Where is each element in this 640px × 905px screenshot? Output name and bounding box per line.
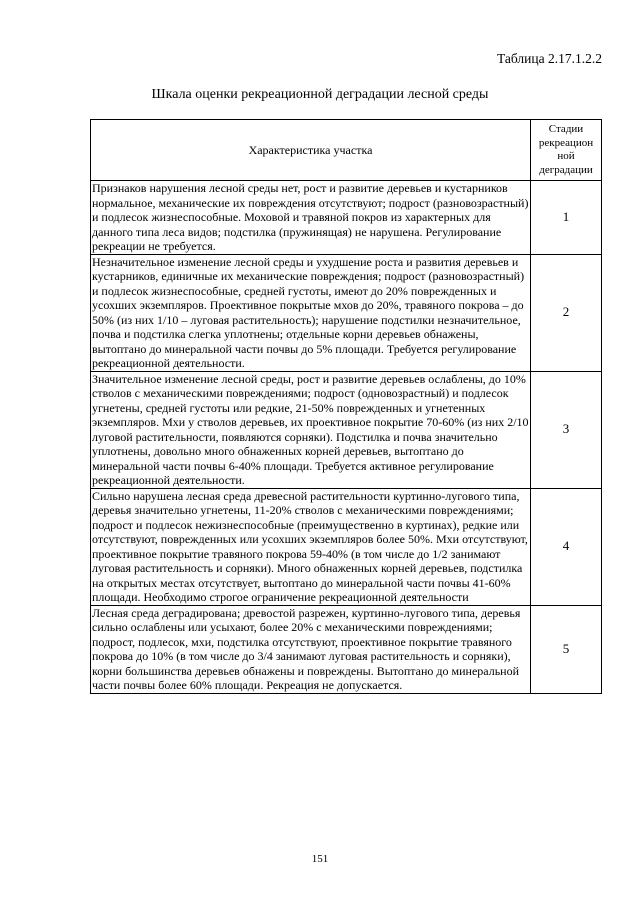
row-description: Признаков нарушения лесной среды нет, рост и развитие деревьев и кустарников нормальное, механические их повреждения отсутствуют; подрост (разновозрастный) и подлесок жизнеспособные. Моховой и травяной покров из характерных для данного типа леса видов; подстилка (пружинящая) не нарушена. Регулирование рекреации не требуется.: [91, 181, 531, 255]
header-characteristic: Характеристика участка: [91, 120, 531, 181]
row-stage: 5: [531, 605, 602, 693]
table-number: Таблица 2.17.1.2.2: [497, 51, 602, 66]
row-stage: 3: [531, 371, 602, 488]
table-row: [91, 605, 602, 693]
row-description: Незначительное изменение лесной среды и ухудшение роста и развития деревьев и кустарников, единичные их механические повреждения; подрост (разновозрастный) и подлесок жизнеспособные, средней густоты, имеют до 20% поврежденных и усохших экземпляров. Проективное покрытые мхов до 20%, травяного покрова – до 50% (из них 1/10 – луговая растительность); нарушение подстилки незначительное, почва и подстилка слегка уплотнены; отдельные корни деревьев обнажены, вытоптано до минеральной части почвы до 5% площади. Требуется регулирование рекреационной деятельности.: [91, 254, 531, 371]
row-stage: 4: [531, 488, 602, 605]
table-row: [91, 254, 602, 371]
row-stage: 2: [531, 254, 602, 371]
degradation-scale-table: [90, 119, 602, 694]
table-row: [91, 488, 602, 605]
row-description: Лесная среда деградирована; древостой разрежен, куртинно-лугового типа, деревья сильно ослаблены или усыхают, более 20% с механическими повреждениями; подрост, подлесок, мхи, подстилка отсутствуют, проективное покрытие травяного покрова до 10% (в том числе до 3/4 занимают луговая растительность и сорняки), корни большинства деревьев обнажены и повреждены. Вытоптано до минеральной части почвы более 60% площади. Рекреация не допускается.: [91, 605, 531, 693]
header-stage: Стадии рекреацион ной деградации: [531, 120, 602, 181]
row-description: Значительное изменение лесной среды, рост и развитие деревьев ослаблены, до 10% стволов с механическими повреждениями; подрост (одновозрастный) и подлесок угнетены, средней густоты или редкие, 21-50% поврежденных и угнетенных экземпляров. Мхи у стволов деревьев, их проективное покрытие 70-60% (из них 2/10 луговой растительности, появляются сорняки). Подстилка и почва значительно уплотнены, довольно много обнаженных корней деревьев, вытоптано до минеральной части почвы 6-40% площади. Требуется активное регулирование рекреационной деятельности.: [92, 371, 529, 487]
table-header-row: [91, 120, 602, 181]
row-description: Сильно нарушена лесная среда древесной растительности куртинно-лугового типа, деревья значительно угнетены, 11-20% стволов с механическими повреждениями; подрост и подлесок нежизнеспособные (преимущественно в куртинах), редкие или отсутствуют, поврежденных или усохших экземпляров более 50%. Мхи отсутствуют, проективное покрытие травяного покрова 59-40% (в том числе до 1/2 занимают луговая растительность и сорняки). Много обнаженных корней деревьев, подстилка на открытых местах отсутствует, вытоптано до минеральной части почвы 41-60% площади. Необходимо строгое ограничение рекреационной деятельности: [91, 488, 531, 605]
page-number: 151: [311, 853, 329, 865]
document-title: Шкала оценки рекреационной деградации лесной среды: [151, 87, 489, 102]
table-row: [91, 371, 602, 488]
table-row: [91, 181, 602, 255]
row-stage: 1: [531, 181, 602, 255]
